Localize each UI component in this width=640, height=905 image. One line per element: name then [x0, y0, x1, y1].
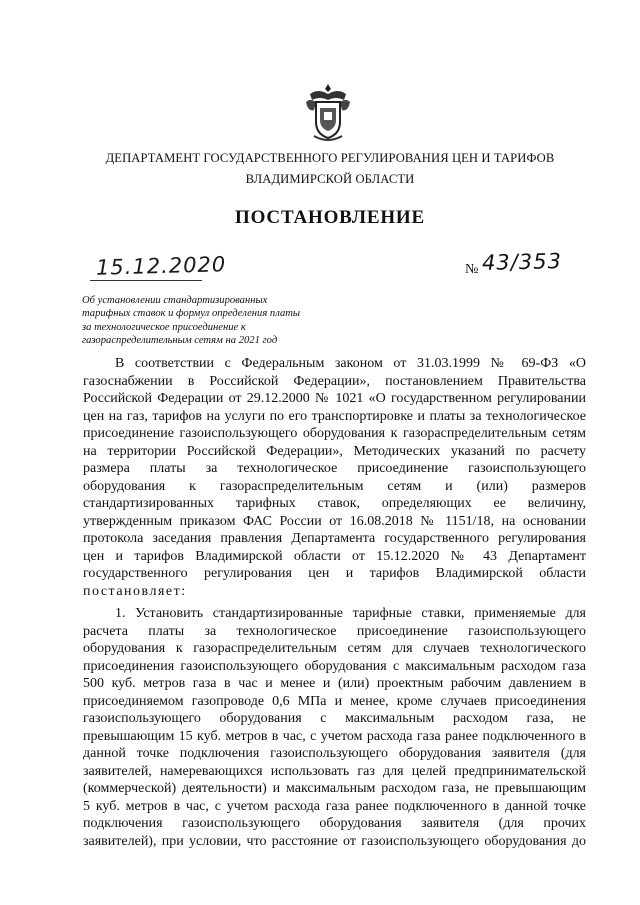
- department-name-line1: ДЕПАРТАМЕНТ ГОСУДАРСТВЕННОГО РЕГУЛИРОВАНИЯ ЦЕН И ТАРИФОВ: [105, 151, 555, 165]
- handwritten-number: 43/353: [481, 248, 563, 276]
- body-line: газоиспользующего оборудования с максимальным расходом газа, не: [83, 711, 586, 726]
- resolves-word: постановляет:: [83, 583, 187, 599]
- body-line: В соответствии с Федеральным законом от 31.03.1999 № 69-ФЗ «О: [115, 356, 586, 371]
- body-line: присоединяемом газопроводе 0,6 МПа и менее, кроме случаев присоединения: [83, 693, 586, 709]
- subject-block: [82, 294, 352, 348]
- coat-of-arms-icon: [300, 80, 356, 144]
- body-line: 5 куб. метров в час, с учетом расхода газа ранее подключенного в данной точке: [83, 798, 586, 814]
- date-underline: [90, 280, 202, 281]
- body-line: утвержденным приказом ФАС России от 16.08.2018 № 1151/18, на основании: [83, 513, 586, 529]
- body-line: оборудования к газораспределительным сетям и (или) размеров: [83, 478, 586, 494]
- body-line: государственного регулирования цен и тарифов Владимирской области: [83, 566, 586, 581]
- body-line: цен и тарифов Владимирской области от 15.12.2020 № 43 Департамент: [83, 548, 586, 564]
- handwritten-date: 15.12.2020: [95, 252, 227, 280]
- body-line: заявителей, намеревающихся использовать газ для целей предпринимательской: [83, 763, 586, 779]
- body-line: (коммерческой) деятельности) и максимальным расходом газа, не превышающим: [83, 781, 586, 796]
- document-type-title: ПОСТАНОВЛЕНИЕ: [235, 207, 425, 228]
- body-line: размера платы за технологическое присоединение газоиспользующего: [83, 461, 586, 476]
- body-line: присоединения газоиспользующего оборудования с максимальным расходом газа: [83, 658, 586, 674]
- body-line: Российской Федерации от 29.12.2000 № 1021 «О государственном регулировании: [83, 391, 586, 406]
- body-line: данной точке подключения газоиспользующего оборудования заявителя (для: [83, 746, 586, 761]
- body-line: протокола заседания правления Департамента государственного регулирования: [83, 531, 586, 546]
- body-line: на территории Российской Федерации», Методических указаний по расчету: [83, 443, 586, 459]
- body-line: присоединение газоиспользующего оборудования к газораспределительным сетям: [83, 426, 586, 441]
- body-line: цен на газ, тарифов на услуги по его транспортировке и платы за технологическое: [83, 408, 586, 424]
- number-label: №: [465, 262, 479, 277]
- subject-line: за технологическое присоединение к: [82, 321, 246, 333]
- body-line: стандартизированных тарифных ставок, определяющих ее величину,: [83, 496, 586, 511]
- body-line: расчета платы за технологическое присоединение газоиспользующего: [83, 623, 586, 639]
- body-line: превышающим 15 куб. метров в час, с учетом расхода газа ранее подключенного в: [83, 728, 586, 744]
- body-line: подключения газоиспользующего оборудования заявителя (для прочих: [83, 816, 586, 831]
- body-line: газоснабжении в Российской Федерации», постановлением Правительства: [83, 373, 586, 389]
- body-line: заявителей), при условии, что расстояние от газоиспользующего оборудования до: [83, 833, 586, 849]
- body-line: 500 куб. метров газа в час и менее и (или) проектным рабочим давлением в: [83, 676, 586, 691]
- subject-line: Об установлении стандартизированных: [82, 295, 268, 306]
- body-line: 1. Установить стандартизированные тарифные ставки, применяемые для: [115, 606, 586, 621]
- body-line: оборудования к газораспределительным сетям для случаев технологического: [83, 641, 586, 656]
- department-name-line2: ВЛАДИМИРСКОЙ ОБЛАСТИ: [245, 172, 415, 186]
- subject-line: тарифных ставок и формул определения платы: [82, 308, 301, 320]
- subject-line: газораспределительным сетям на 2021 год: [82, 335, 278, 347]
